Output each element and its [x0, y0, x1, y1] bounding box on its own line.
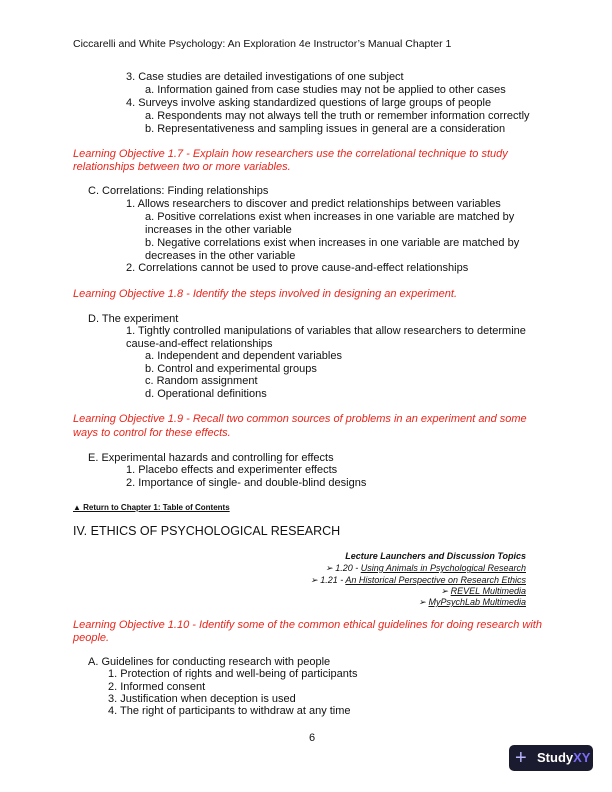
list-item: b. Control and experimental groups: [145, 363, 317, 375]
section-a-heading: A. Guidelines for conducting research with people: [88, 656, 331, 668]
list-item: 1. Tightly controlled manipulations of variables that allow researchers to determine: [126, 325, 526, 337]
learning-objective-1-7: Learning Objective 1.7 - Explain how researchers use the correlational technique to study: [73, 148, 508, 160]
list-item: cause-and-effect relationships: [126, 338, 273, 350]
section-title: IV. ETHICS OF PSYCHOLOGICAL RESEARCH: [73, 524, 341, 538]
arrow-bullet-icon: ➢: [418, 597, 429, 607]
list-item: 1. Protection of rights and well-being of participants: [108, 668, 358, 680]
return-to-contents-link[interactable]: ▲ Return to Chapter 1: Table of Contents: [73, 503, 230, 512]
list-item: 4. Surveys involve asking standardized questions of large groups of people: [126, 97, 492, 109]
lecture-item: [325, 563, 526, 574]
learning-objective-1-9-cont: ways to control for these effects.: [73, 427, 231, 439]
list-item: 4. The right of participants to withdraw at any time: [108, 705, 351, 717]
learning-objective-1-10-cont: people.: [73, 632, 110, 644]
plus-icon: +: [515, 747, 527, 769]
page-header: Ciccarelli and White Psychology: An Exploration 4e Instructor’s Manual Chapter 1: [73, 38, 452, 50]
lecture-item: [441, 586, 526, 597]
arrow-bullet-icon: ➢: [440, 586, 451, 596]
learning-objective-1-9: Learning Objective 1.9 - Recall two common sources of problems in an experiment and some: [73, 413, 527, 425]
arrow-bullet-icon: ➢ 1.21 -: [310, 575, 346, 585]
learning-objective-1-7-cont: relationships between two or more variables.: [73, 161, 291, 173]
section-c-heading: C. Correlations: Finding relationships: [88, 185, 269, 197]
section-e-heading: E. Experimental hazards and controlling for effects: [88, 452, 334, 464]
list-item: b. Negative correlations exist when increases in one variable are matched by: [145, 237, 520, 249]
list-item: a. Positive correlations exist when increases in one variable are matched by: [145, 211, 515, 223]
list-item: decreases in the other variable: [145, 250, 296, 262]
list-item: a. Respondents may not always tell the truth or remember information correctly: [145, 110, 530, 122]
list-item: 1. Placebo effects and experimenter effects: [126, 464, 338, 476]
lecture-launchers-title: Lecture Launchers and Discussion Topics: [345, 551, 526, 561]
list-item: 1. Allows researchers to discover and predict relationships between variables: [126, 198, 501, 210]
section-d-heading: D. The experiment: [88, 313, 179, 325]
list-item: c. Random assignment: [145, 375, 258, 387]
revel-link[interactable]: REVEL Multimedia: [450, 586, 526, 596]
list-item: b. Representativeness and sampling issues in general are a consideration: [145, 123, 506, 135]
list-item: 3. Justification when deception is used: [108, 693, 296, 705]
lecture-item: [418, 597, 526, 608]
arrow-bullet-icon: ➢ 1.20 -: [325, 563, 361, 573]
lecture-item: [310, 575, 526, 586]
lecture-link[interactable]: An Historical Perspective on Research Ethics: [345, 575, 526, 585]
mypsychlab-link[interactable]: MyPsychLab Multimedia: [428, 597, 526, 607]
page-number: 6: [309, 732, 316, 744]
list-item: d. Operational definitions: [145, 388, 267, 400]
learning-objective-1-8: Learning Objective 1.8 - Identify the steps involved in designing an experiment.: [73, 288, 458, 300]
learning-objective-1-10: Learning Objective 1.10 - Identify some of the common ethical guidelines for doing research with: [73, 619, 542, 631]
list-item: increases in the other variable: [145, 224, 292, 236]
studyxy-badge[interactable]: [509, 745, 593, 771]
lecture-link[interactable]: Using Animals in Psychological Research: [360, 563, 526, 573]
list-item: 3. Case studies are detailed investigations of one subject: [126, 71, 404, 83]
studyxy-logo: StudyXY: [537, 750, 591, 765]
list-item: 2. Importance of single- and double-blind designs: [126, 477, 367, 489]
list-item: a. Independent and dependent variables: [145, 350, 342, 362]
list-item: a. Information gained from case studies may not be applied to other cases: [145, 84, 506, 96]
list-item: 2. Informed consent: [108, 681, 206, 693]
list-item: 2. Correlations cannot be used to prove cause-and-effect relationships: [126, 262, 469, 274]
